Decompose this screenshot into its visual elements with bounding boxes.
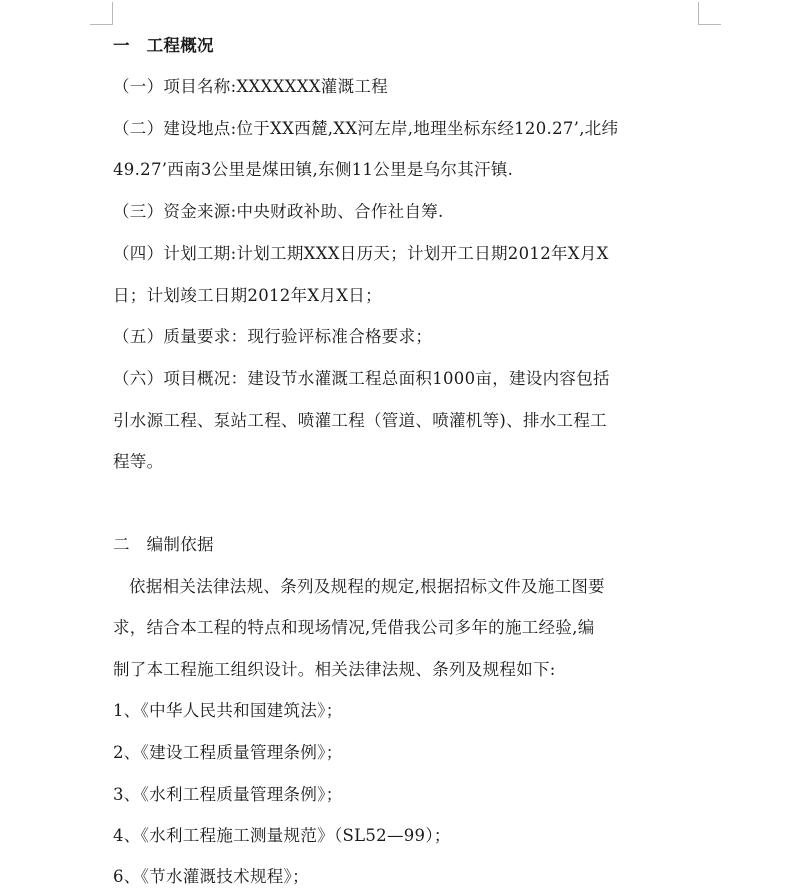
section-heading-overview: 一 工程概况 (113, 36, 214, 55)
list-item: 1、《中华人民共和国建筑法》； (113, 701, 343, 720)
paragraph-line: （一）项目名称:XXXXXXX灌溉工程 (113, 77, 388, 96)
paragraph-line: 引水源工程、泵站工程、喷灌工程（管道、喷灌机等)、排水工程工 (113, 411, 607, 430)
paragraph-line: （四）计划工期:计划工期XXX日历天；计划开工日期2012年X月X (113, 244, 609, 263)
page-margin-corner-top-right (698, 2, 721, 25)
paragraph-line: 依据相关法律法规、条列及规程的规定,根据招标文件及施工图要 (129, 577, 605, 596)
paragraph-line: （六）项目概况：建设节水灌溉工程总面积1000亩，建设内容包括 (113, 369, 610, 388)
list-item: 4、《水利工程施工测量规范》（SL52—99）； (113, 826, 451, 845)
list-item: 6、《节水灌溉技术规程》； (113, 867, 309, 886)
paragraph-line: 49.27’西南3公里是煤田镇,东侧11公里是乌尔其汗镇. (113, 160, 514, 179)
paragraph-line: 求，结合本工程的特点和现场情况,凭借我公司多年的施工经验,编 (113, 618, 595, 637)
page-margin-corner-top-left (90, 2, 113, 25)
paragraph-line: （五）质量要求：现行验评标准合格要求； (113, 327, 433, 346)
paragraph-line: （二）建设地点:位于XX西麓,XX河左岸,地理坐标东经120.27’,北纬 (113, 119, 619, 138)
paragraph-line: （三）资金来源:中央财政补助、合作社自筹. (113, 202, 444, 221)
list-item: 3、《水利工程质量管理条例》； (113, 785, 343, 804)
paragraph-line: 日；计划竣工日期2012年X月X日； (113, 286, 382, 305)
list-item: 2、《建设工程质量管理条例》； (113, 743, 343, 762)
section-heading-basis: 二 编制依据 (113, 535, 214, 554)
paragraph-line: 程等。 (113, 452, 164, 471)
paragraph-line: 制了本工程施工组织设计。相关法律法规、条列及规程如下: (113, 660, 556, 679)
